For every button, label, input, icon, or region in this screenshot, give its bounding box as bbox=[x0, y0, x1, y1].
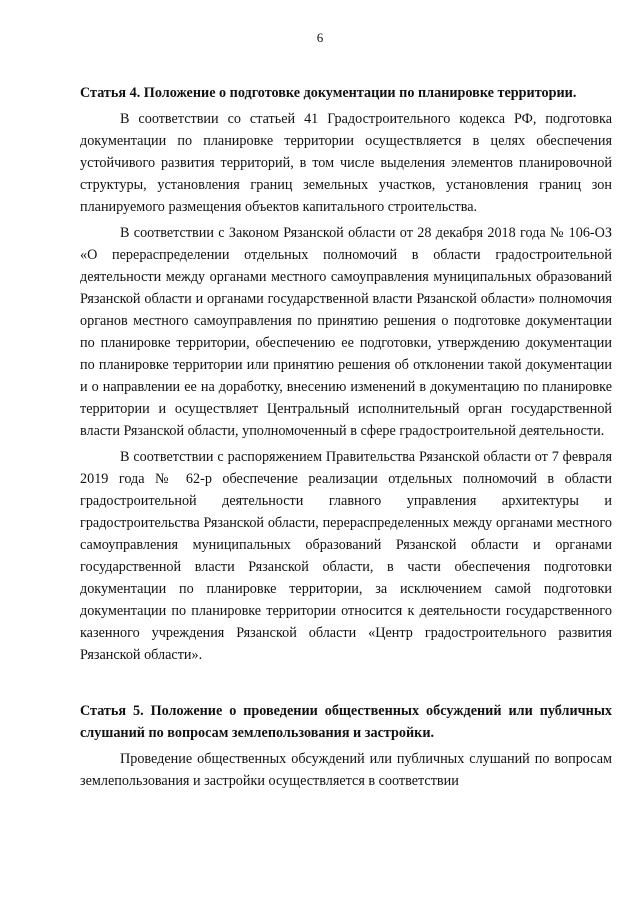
article-5-heading: Статья 5. Положение о проведении общественных обсуждений или публичных слушаний по вопросам землепользования и застройки. bbox=[80, 703, 612, 741]
article-4-paragraph-1: В соответствии со статьей 41 Градостроительного кодекса РФ, подготовка документации по планировке территории осуществляется в целях обеспечения устойчивого развития территорий, в том числе выделения элементов планировочной структуры, установления границ земельных участков, установления границ зон планируемого размещения объектов капитального строительства. bbox=[80, 111, 612, 215]
article-4-paragraph-3: В соответствии с распоряжением Правительства Рязанской области от 7 февраля 2019 года № 62-р обеспечение реализации отдельных полномочий в области градостроительной деятельности главного управления архитектуры и градостроительства Рязанской области, перераспределенных между органами местного самоуправления муниципальных образований Рязанской области и органами государственной власти Рязанской области, в части обеспечения подготовки документации по планировке территории, за исключением самой подготовки документации по планировке территории относится к деятельности государственного казенного учреждения Рязанской области «Центр градостроительного развития Рязанской области». bbox=[80, 449, 612, 663]
article-4-paragraph-2: В соответствии с Законом Рязанской области от 28 декабря 2018 года № 106-ОЗ «О перераспределении отдельных полномочий в области градостроительной деятельности между органами местного самоуправления муниципальных образований Рязанской области и органами государственной власти Рязанской области» полномочия органов местного самоуправления по принятию решения о подготовке документации по планировке территории, обеспечению ее подготовки, утверждению документации по планировке территории или принятию решения об отклонении такой документации и о направлении ее на доработку, внесению изменений в документацию по планировке территории и осуществляет Центральный исполнительный орган государственной власти Рязанской области, уполномоченный в сфере градостроительной деятельности. bbox=[80, 225, 612, 439]
article-4-heading: Статья 4. Положение о подготовке документации по планировке территории. bbox=[80, 85, 577, 101]
page-content bbox=[80, 82, 612, 792]
page-number: 6 bbox=[316, 30, 324, 45]
article-5-paragraph-1: Проведение общественных обсуждений или публичных слушаний по вопросам землепользования и застройки осуществляется в соответствии bbox=[80, 751, 612, 789]
